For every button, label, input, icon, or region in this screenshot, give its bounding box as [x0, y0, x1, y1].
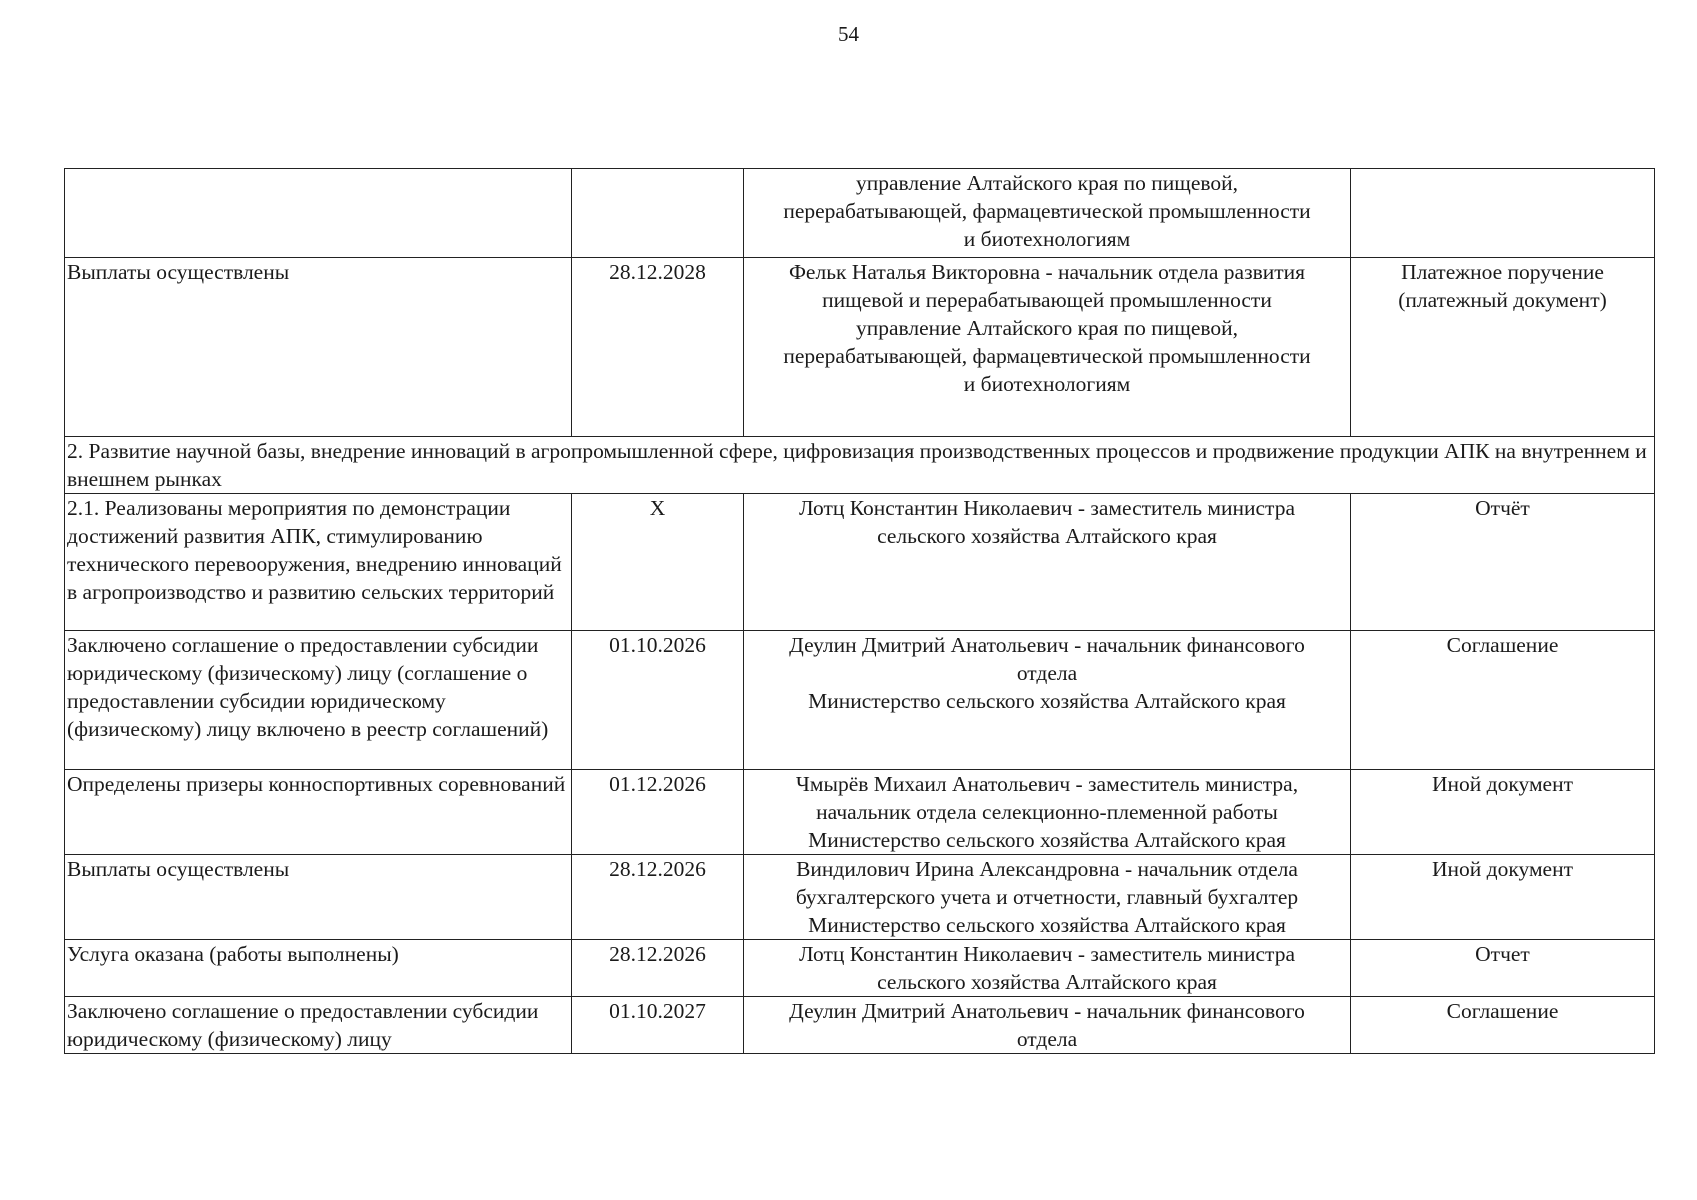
- section-heading: 2. Развитие научной базы, внедрение инноваций в агропромышленной сфере, цифровизация производственных процессов и продвижение продукции АПК на внутреннем и внешнем рынках: [65, 437, 1655, 494]
- responsible-cell: [744, 494, 1351, 631]
- date-cell: 28.12.2026: [572, 940, 744, 997]
- event-cell: 2.1. Реализованы мероприятия по демонстрации достижений развития АПК, стимулированию технического перевооружения, внедрению инноваций в агропроизводство и развитию сельских территорий: [65, 494, 572, 631]
- date-cell: 01.10.2026: [572, 631, 744, 770]
- date-cell: 01.10.2027: [572, 997, 744, 1054]
- date-cell: [572, 169, 744, 258]
- table-row: [65, 631, 1655, 770]
- date-cell: X: [572, 494, 744, 631]
- table-row: [65, 770, 1655, 855]
- document-text: Платежное поручение (платежный документ): [1398, 260, 1607, 312]
- responsible-cell: [744, 940, 1351, 997]
- date-cell: 01.12.2026: [572, 770, 744, 855]
- event-cell: Выплаты осуществлены: [65, 258, 572, 437]
- responsible-text: Фельк Наталья Викторовна - начальник отдела развития пищевой и перерабатывающей промышленности управление Алтайского края по пищевой, перерабатывающей, фармацевтической промышленности и биотехнологиям: [783, 260, 1311, 396]
- responsible-cell: [744, 770, 1351, 855]
- date-cell: 28.12.2028: [572, 258, 744, 437]
- document-cell: Иной документ: [1351, 770, 1655, 855]
- table-row: [65, 940, 1655, 997]
- responsible-text: Виндилович Ирина Александровна - начальник отдела бухгалтерского учета и отчетности, главный бухгалтер Министерство сельского хозяйства Алтайского края: [795, 857, 1299, 937]
- event-cell: [65, 169, 572, 258]
- table-row: [65, 258, 1655, 437]
- document-cell: Соглашение: [1351, 997, 1655, 1054]
- table-row: [65, 997, 1655, 1054]
- plan-table: [64, 168, 1655, 1054]
- event-cell: Определены призеры конноспортивных соревнований: [65, 770, 572, 855]
- table-row: [65, 494, 1655, 631]
- responsible-cell: [744, 631, 1351, 770]
- document-cell: Соглашение: [1351, 631, 1655, 770]
- date-cell: 28.12.2026: [572, 855, 744, 940]
- responsible-text: Чмырёв Михаил Анатольевич - заместитель министра, начальник отдела селекционно-племенной работы Министерство сельского хозяйства Алтайского края: [795, 772, 1299, 852]
- responsible-text: управление Алтайского края по пищевой, перерабатывающей, фармацевтической промышленности и биотехнологиям: [783, 171, 1311, 251]
- document-cell: [1351, 258, 1655, 437]
- document-cell: Отчет: [1351, 940, 1655, 997]
- responsible-cell: [744, 258, 1351, 437]
- document-cell: [1351, 169, 1655, 258]
- event-cell: Выплаты осуществлены: [65, 855, 572, 940]
- document-cell: Отчёт: [1351, 494, 1655, 631]
- page-number: 54: [838, 22, 859, 46]
- responsible-text: Деулин Дмитрий Анатольевич - начальник финансового отдела: [789, 999, 1305, 1051]
- responsible-text: Лотц Константин Николаевич - заместитель министра сельского хозяйства Алтайского края: [798, 942, 1296, 994]
- event-cell: Заключено соглашение о предоставлении субсидии юридическому (физическому) лицу: [65, 997, 572, 1054]
- event-cell: Услуга оказана (работы выполнены): [65, 940, 572, 997]
- responsible-cell: [744, 997, 1351, 1054]
- table-row: [65, 855, 1655, 940]
- table-row: [65, 169, 1655, 258]
- event-cell: Заключено соглашение о предоставлении субсидии юридическому (физическому) лицу (соглашение о предоставлении субсидии юридическому (физическому) лицу включено в реестр соглашений): [65, 631, 572, 770]
- responsible-text: Деулин Дмитрий Анатольевич - начальник финансового отдела Министерство сельского хозяйства Алтайского края: [789, 633, 1305, 713]
- responsible-cell: [744, 169, 1351, 258]
- responsible-text: Лотц Константин Николаевич - заместитель министра сельского хозяйства Алтайского края: [798, 496, 1296, 548]
- responsible-cell: [744, 855, 1351, 940]
- document-cell: Иной документ: [1351, 855, 1655, 940]
- section-row: [65, 437, 1655, 494]
